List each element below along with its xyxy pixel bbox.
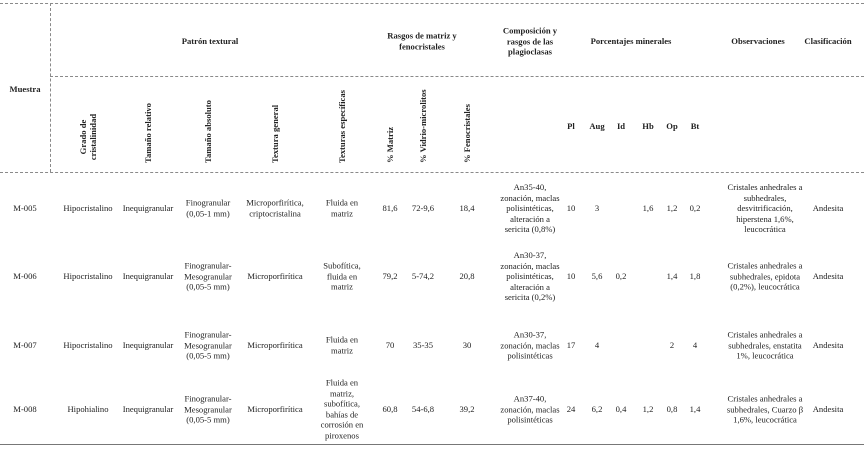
cell-pl: 10 bbox=[566, 202, 576, 213]
cell-aug: 4 bbox=[594, 339, 600, 350]
cell-id: 0,4 bbox=[615, 403, 627, 414]
cell-fenocristales: 39,2 bbox=[459, 403, 475, 414]
subheader-pct-vidrio-microlitos: % Vidrio-microlitos bbox=[418, 89, 428, 163]
header-rasgos-matriz: Rasgos de matriz y fenocristales bbox=[387, 30, 457, 51]
cell-texturas-especificas: Fluida en matriz, subofítica, bahías de corrosión en piroxenos bbox=[320, 377, 364, 440]
cell-bt: 1,4 bbox=[689, 403, 701, 414]
cell-observaciones: Cristales anhedrales a subhedrales, epidota (0,2%), leucocrática bbox=[727, 260, 803, 292]
cell-tamano-relativo: Inequigranular bbox=[122, 270, 174, 281]
cell-tamano-relativo: Inequigranular bbox=[122, 202, 174, 213]
cell-observaciones: Cristales anhedrales a subhedrales, desvitrificación, hiperstena 1,6%, leucocrática bbox=[727, 181, 803, 234]
cell-muestra: M-007 bbox=[13, 339, 37, 350]
subheader-pct-matriz: % Matriz bbox=[385, 126, 395, 163]
cell-composicion: An30-37, zonación, maclas polisintéticas, alteración a sericita (0,2%) bbox=[500, 249, 560, 302]
subheader-texturas-especificas: Texturas específicas bbox=[337, 90, 347, 163]
header-observaciones: Observaciones bbox=[731, 35, 785, 46]
cell-tamano-absoluto: Finogranular-Mesogranular (0,05-5 mm) bbox=[184, 393, 232, 425]
cell-composicion: An30-37, zonación, maclas polisintéticas bbox=[500, 329, 560, 361]
cell-aug: 5,6 bbox=[591, 270, 603, 281]
subheader-tamano-absoluto: Tamaño absoluto bbox=[203, 100, 213, 163]
table-rule-header-bottom bbox=[0, 172, 864, 173]
cell-tamano-absoluto: Finogranular (0,05-1 mm) bbox=[185, 197, 231, 218]
subheader-pct-fenocristales: % Fenocristales bbox=[462, 104, 472, 163]
cell-op: 1,4 bbox=[666, 270, 678, 281]
cell-vidrio: 35-35 bbox=[412, 339, 434, 350]
header-porcentajes: Porcentajes minerales bbox=[590, 35, 672, 46]
header-muestra: Muestra bbox=[9, 83, 41, 94]
cell-clasificacion: Andesita bbox=[812, 403, 844, 414]
cell-fenocristales: 18,4 bbox=[459, 202, 475, 213]
cell-fenocristales: 30 bbox=[462, 339, 472, 350]
header-clasificacion: Clasificación bbox=[804, 35, 852, 46]
cell-texturas-especificas: Subofítica, fluida en matriz bbox=[323, 260, 361, 292]
cell-pl: 17 bbox=[566, 339, 576, 350]
cell-matriz: 60,8 bbox=[382, 403, 398, 414]
cell-textura-general: Microporfirítica bbox=[247, 270, 303, 281]
cell-hb: 1,2 bbox=[642, 403, 654, 414]
cell-clasificacion: Andesita bbox=[812, 270, 844, 281]
cell-textura-general: Microporfirítica, criptocristalina bbox=[246, 197, 304, 218]
cell-tamano-relativo: Inequigranular bbox=[122, 339, 174, 350]
cell-tamano-absoluto: Finogranular-Mesogranular (0,05-5 mm) bbox=[184, 329, 232, 361]
cell-observaciones: Cristales anhedrales a subhedrales, enstatita 1%, leucocrática bbox=[727, 329, 803, 361]
cell-textura-general: Microporfirítica bbox=[247, 403, 303, 414]
cell-op: 0,8 bbox=[666, 403, 678, 414]
cell-bt: 1,8 bbox=[689, 270, 701, 281]
cell-aug: 3 bbox=[594, 202, 600, 213]
header-composicion: Composición y rasgos de las plagioclasas bbox=[502, 25, 558, 57]
cell-matriz: 81,6 bbox=[382, 202, 398, 213]
table-rule-group bbox=[50, 76, 864, 77]
cell-muestra: M-005 bbox=[13, 202, 37, 213]
cell-pl: 10 bbox=[566, 270, 576, 281]
cell-vidrio: 72-9,6 bbox=[411, 202, 435, 213]
cell-hb: 1,6 bbox=[642, 202, 654, 213]
cell-texturas-especificas: Fluida en matriz bbox=[325, 197, 359, 218]
subheader-mineral-pl: Pl bbox=[567, 120, 575, 131]
subheader-tamano-relativo: Tamaño relativo bbox=[143, 103, 153, 163]
cell-vidrio: 54-6,8 bbox=[411, 403, 435, 414]
cell-grado: Hipohialino bbox=[67, 403, 109, 414]
subheader-grado-cristalinidad: Grado de cristalinidad bbox=[78, 113, 98, 161]
cell-op: 2 bbox=[669, 339, 675, 350]
cell-textura-general: Microporfirítica bbox=[247, 339, 303, 350]
cell-matriz: 79,2 bbox=[382, 270, 398, 281]
cell-vidrio: 5-74,2 bbox=[411, 270, 435, 281]
cell-matriz: 70 bbox=[385, 339, 395, 350]
cell-clasificacion: Andesita bbox=[812, 339, 844, 350]
cell-aug: 6,2 bbox=[591, 403, 603, 414]
subheader-mineral-id: Id bbox=[616, 120, 626, 131]
cell-bt: 4 bbox=[692, 339, 698, 350]
cell-composicion: An35-40, zonación, maclas polisintéticas, alteración a sericita (0,8%) bbox=[500, 181, 560, 234]
cell-pl: 24 bbox=[566, 403, 576, 414]
cell-fenocristales: 20,8 bbox=[459, 270, 475, 281]
cell-composicion: An37-40, zonación, maclas polisintéticas bbox=[500, 393, 560, 425]
subheader-mineral-op: Op bbox=[666, 120, 678, 131]
subheader-mineral-hb: Hb bbox=[642, 120, 654, 131]
cell-muestra: M-008 bbox=[13, 403, 37, 414]
cell-tamano-relativo: Inequigranular bbox=[122, 403, 174, 414]
cell-observaciones: Cristales anhedrales a subhedrales, Cuarzo β 1,6%, leucocrática bbox=[726, 393, 804, 425]
cell-tamano-absoluto: Finogranular-Mesogranular (0,05-5 mm) bbox=[184, 260, 232, 292]
cell-bt: 0,2 bbox=[689, 202, 701, 213]
cell-id: 0,2 bbox=[615, 270, 627, 281]
subheader-textura-general: Textura general bbox=[270, 104, 280, 163]
cell-op: 1,2 bbox=[666, 202, 678, 213]
subheader-mineral-aug: Aug bbox=[589, 120, 605, 131]
cell-muestra: M-006 bbox=[13, 270, 37, 281]
cell-clasificacion: Andesita bbox=[812, 202, 844, 213]
cell-texturas-especificas: Fluida en matriz bbox=[325, 334, 359, 355]
subheader-mineral-bt: Bt bbox=[690, 120, 700, 131]
table-rule-vertical bbox=[50, 3, 51, 172]
cell-grado: Hipocristalino bbox=[63, 270, 113, 281]
cell-grado: Hipocristalino bbox=[63, 339, 113, 350]
table-rule-bottom bbox=[0, 444, 864, 445]
table-rule-top bbox=[0, 3, 864, 4]
header-patron-textural: Patrón textural bbox=[181, 35, 239, 46]
cell-grado: Hipocristalino bbox=[63, 202, 113, 213]
